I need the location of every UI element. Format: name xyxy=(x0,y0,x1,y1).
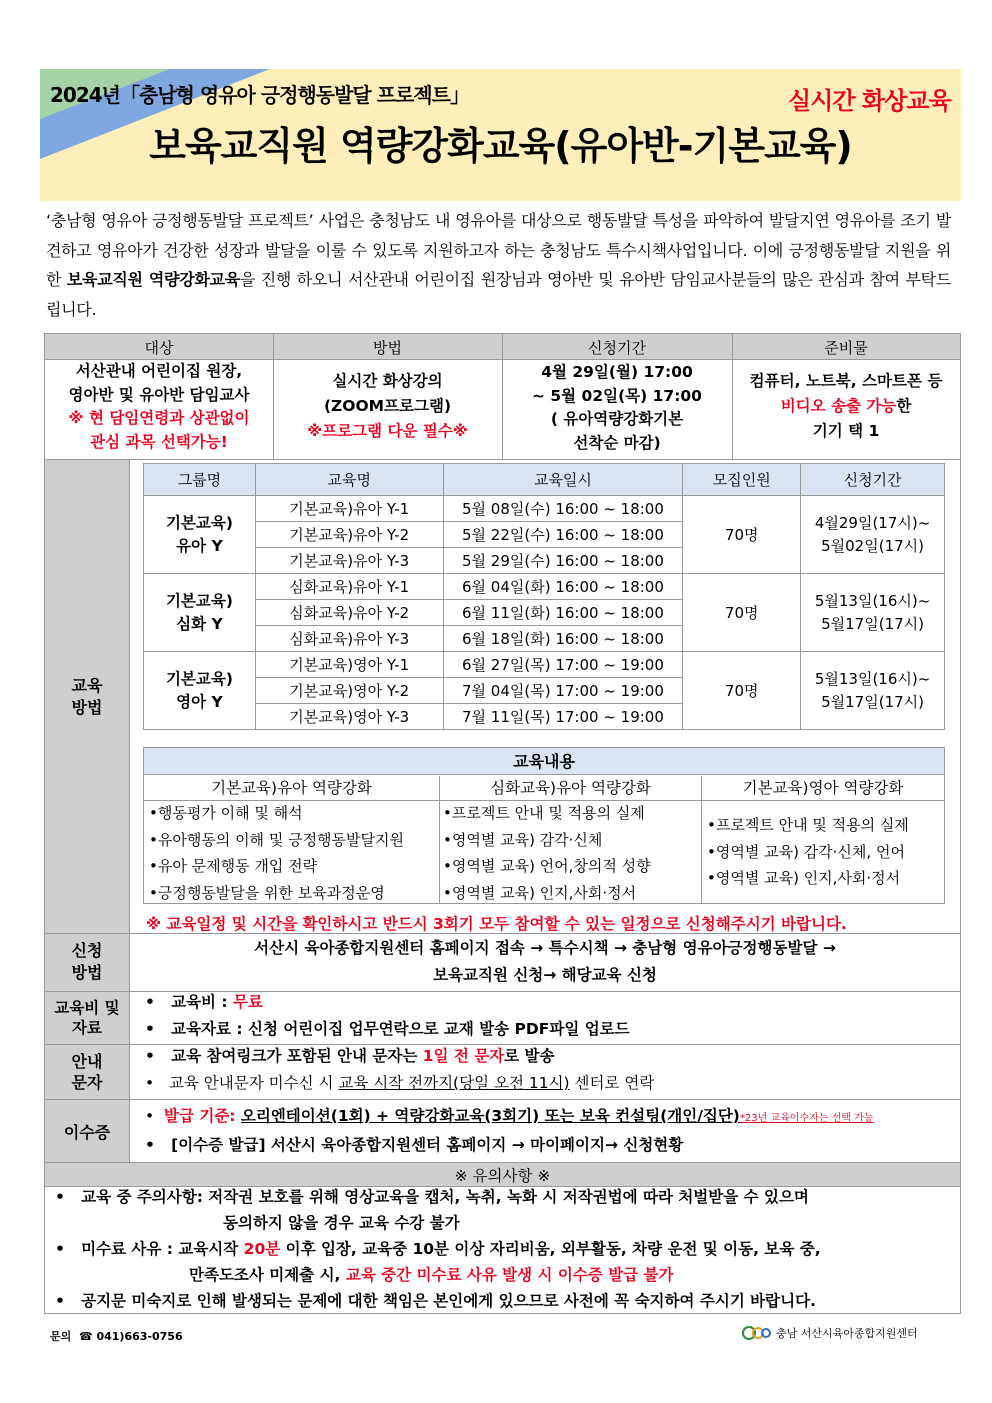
content-list xyxy=(443,800,699,906)
list-item: •영역별 교육) 인지,사회·정서 xyxy=(707,869,901,887)
prep-text: 기기 택 1 xyxy=(812,422,880,440)
content-list xyxy=(149,800,437,906)
session-name: 심화교육)유아 Y-3 xyxy=(255,626,443,652)
table-row xyxy=(144,496,945,522)
prep-text: 컴퓨터, 노트북, 스마트폰 등 xyxy=(749,372,943,390)
contact-info: 문의 ☎ 041)663-0756 xyxy=(50,1330,183,1343)
session-datetime: 6월 27일(목) 17:00 ~ 19:00 xyxy=(443,652,683,678)
list-item: • 공지문 미숙지로 인해 발생되는 문제에 대한 책임은 본인에게 있으므로 사전에 꼭 숙지하여 주시기 바랍니다. xyxy=(55,1292,816,1310)
session-name: 기본교육)영아 Y-3 xyxy=(255,704,443,730)
fee-label: 교육비 및 자료 xyxy=(54,999,120,1037)
target-note: ※ 현 담임연령과 상관없이 xyxy=(68,409,250,427)
content-list xyxy=(707,812,942,892)
target-text: 서산관내 어린이집 원장, xyxy=(75,362,243,380)
target-cell xyxy=(45,360,273,454)
list-item: •프로젝트 안내 및 적용의 실제 xyxy=(707,816,909,834)
title-banner xyxy=(40,69,961,201)
list-item: •유아행동의 이해 및 긍정행동발달지원 xyxy=(149,830,404,849)
session-name: 기본교육)영아 Y-2 xyxy=(255,678,443,704)
session-name: 기본교육)유아 Y-3 xyxy=(255,548,443,574)
intro-text: 을 진행 하오니 서산관내 어린이집 원장님과 영아반 및 유아반 담임교사분들의 많은 관심과 참여 부탁드립니다. xyxy=(46,270,951,319)
org-footer: 충남 서산시육아종합지원센터 xyxy=(742,1324,918,1342)
capacity: 70명 xyxy=(683,496,801,574)
period-cell xyxy=(502,361,732,455)
session-name: 심화교육)유아 Y-2 xyxy=(255,600,443,626)
col-header: 그룹명 xyxy=(144,464,256,496)
cautions-title: ※ 유의사항 ※ xyxy=(454,1167,551,1185)
header-period: 신청기간 xyxy=(588,339,646,357)
page-title: 보육교직원 역량강화교육(유아반-기본교육) xyxy=(149,124,852,168)
list-item: •행동평가 이해 및 해석 xyxy=(149,804,303,822)
period-text: ( 유아역량강화기본 xyxy=(550,410,684,428)
method-text: 실시간 화상강의 xyxy=(332,372,443,390)
apply-period: 4월29일(17시)~ 5월02일(17시) xyxy=(801,496,945,574)
col-header: 교육일시 xyxy=(443,464,683,496)
target-text: 영아반 및 유아반 담임교사 xyxy=(68,385,250,404)
list-item: •유아 문제행동 개입 전략 xyxy=(149,857,318,875)
col-header: 모집인원 xyxy=(683,464,801,496)
session-datetime: 6월 04일(화) 16:00 ~ 18:00 xyxy=(443,574,683,600)
period-text: ~ 5월 02일(목) 17:00 xyxy=(532,386,702,405)
certificate-info: • 발급 기준: 오리엔테이션(1회) + 역량강화교육(3회기) 또는 보육 컨설팅(개인/집단)*23년 교육이수자는 선택 가능 • [이수증 발급] 서산시 육아종합지원센터 홈페이지 → 마이페이지→ 신청현황 xyxy=(145,1107,874,1154)
content-col-header: 기본교육)영아 역량강화 xyxy=(701,776,944,801)
apply-period: 5월13일(16시)~ 5월17일(17시) xyxy=(801,652,945,730)
method-note: ※프로그램 다운 필수※ xyxy=(307,422,468,440)
session-name: 기본교육)유아 Y-1 xyxy=(255,496,443,522)
table-row xyxy=(144,574,945,600)
list-item: • 미수료 사유 : 교육시작 20분 이후 입장, 교육중 10분 이상 자리비움, 외부활동, 차량 운전 및 이동, 보육 중, xyxy=(55,1240,821,1258)
list-item: 동의하지 않을 경우 교육 수강 불가 xyxy=(223,1214,460,1232)
col-header: 교육명 xyxy=(255,464,443,496)
schedule-warning: ※ 교육일정 및 시간을 확인하시고 반드시 3회기 모두 참여할 수 있는 일정으로 신청해주시기 바랍니다. xyxy=(146,915,847,933)
list-item: 만족도조사 미제출 시, 교육 중간 미수료 사유 발생 시 이수증 발급 불가 xyxy=(189,1266,674,1284)
list-item: •영역별 교육) 언어,창의적 성향 xyxy=(443,857,651,875)
list-item: •영역별 교육) 인지,사회·정서 xyxy=(443,883,637,902)
header-prep: 준비물 xyxy=(824,339,868,357)
banner-subtitle: 2024년「충남형 영유아 긍정행동발달 프로젝트」 xyxy=(50,83,469,107)
group-name: 기본교육) 심화 Y xyxy=(144,574,256,652)
live-label: 실시간 화상교육 xyxy=(788,87,951,115)
fee-info: • 교육비 : 무료 • 교육자료 : 신청 어린이집 업무연락으로 교재 발송 PDF파일 업로드 xyxy=(145,993,630,1038)
intro-text: ‘충남형 영유아 긍정행동발달 프로젝트’ 사업은 충청남도 내 영유아를 대상으로 행동발달 특성을 파악하여 발달지연 영유아를 조기 발견하고 영유아가 건강한 성장과 발달을 이룰 수 있도록 지원하고자 하는 충청남도 특수시책사업입니다. 이에 긍정행동발달 지원을 위한 xyxy=(46,211,951,289)
period-text: 4월 29일(월) 17:00 xyxy=(541,363,693,381)
session-name: 심화교육)유아 Y-1 xyxy=(255,574,443,600)
session-datetime: 5월 08일(수) 16:00 ~ 18:00 xyxy=(443,496,683,522)
apply-label: 신청 방법 xyxy=(71,941,103,982)
target-note: 관심 과목 선택가능! xyxy=(90,432,228,451)
col-header: 신청기간 xyxy=(801,464,945,496)
notice-info: • 교육 참여링크가 포함된 안내 문자는 1일 전 문자로 발송 • 교육 안내문자 미수신 시 교육 시작 전까지(당일 오전 11시) 센터로 연락 xyxy=(145,1047,655,1092)
list-item: • 교육 중 주의사항: 저작권 보호를 위해 영상교육을 캡처, 녹취, 녹화 시 저작권법에 따라 처벌받을 수 있으며 xyxy=(55,1188,809,1206)
group-name: 기본교육) 영아 Y xyxy=(144,652,256,730)
content-col-header: 심화교육)유아 역량강화 xyxy=(439,776,701,801)
session-datetime: 7월 11일(목) 17:00 ~ 19:00 xyxy=(443,704,683,730)
notice-label: 안내 문자 xyxy=(71,1052,103,1092)
table-row xyxy=(144,652,945,678)
prep-cell xyxy=(732,369,960,444)
session-datetime: 7월 04일(목) 17:00 ~ 19:00 xyxy=(443,678,683,704)
session-datetime: 5월 29일(수) 16:00 ~ 18:00 xyxy=(443,548,683,574)
prep-text: 한 xyxy=(896,397,912,415)
education-method-label: 교육 방법 xyxy=(71,676,103,717)
cautions-list xyxy=(55,1184,955,1314)
session-name: 기본교육)유아 Y-2 xyxy=(255,522,443,548)
schedule-table xyxy=(143,463,945,730)
capacity: 70명 xyxy=(683,652,801,730)
method-cell xyxy=(273,369,502,444)
org-logo-icon xyxy=(742,1324,772,1342)
apply-steps: 서산시 육아종합지원센터 홈페이지 접속 → 특수시책 → 충남형 영유아긍정행동발달 → 보육교직원 신청→ 해당교육 신청 xyxy=(254,939,836,984)
prep-highlight: 비디오 송출 가능 xyxy=(780,397,897,415)
group-name: 기본교육) 유아 Y xyxy=(144,496,256,574)
schedule-header-row xyxy=(144,464,945,496)
content-col-header: 기본교육)유아 역량강화 xyxy=(144,776,439,801)
header-method: 방법 xyxy=(373,339,402,357)
session-datetime: 5월 22일(수) 16:00 ~ 18:00 xyxy=(443,522,683,548)
list-item: •프로젝트 안내 및 적용의 실제 xyxy=(443,804,645,822)
session-datetime: 6월 11일(화) 16:00 ~ 18:00 xyxy=(443,600,683,626)
apply-period: 5월13일(16시)~ 5월17일(17시) xyxy=(801,574,945,652)
header-target: 대상 xyxy=(144,339,174,357)
list-item: •영역별 교육) 감각·신체, 언어 xyxy=(707,842,905,861)
intro-paragraph xyxy=(46,206,951,324)
session-datetime: 6월 18일(화) 16:00 ~ 18:00 xyxy=(443,626,683,652)
method-text: (ZOOM프로그램) xyxy=(323,397,452,415)
capacity: 70명 xyxy=(683,574,801,652)
certificate-label: 이수증 xyxy=(63,1123,111,1142)
period-text: 선착순 마감) xyxy=(573,433,661,452)
content-title: 교육내용 xyxy=(144,748,944,775)
list-item: •영역별 교육) 감각·신체 xyxy=(443,830,603,849)
list-item: •긍정행동발달을 위한 보육과정운영 xyxy=(149,883,385,902)
education-content-box xyxy=(143,747,945,904)
intro-highlight: 보육교직원 역량강화교육 xyxy=(66,270,240,289)
session-name: 기본교육)영아 Y-1 xyxy=(255,652,443,678)
